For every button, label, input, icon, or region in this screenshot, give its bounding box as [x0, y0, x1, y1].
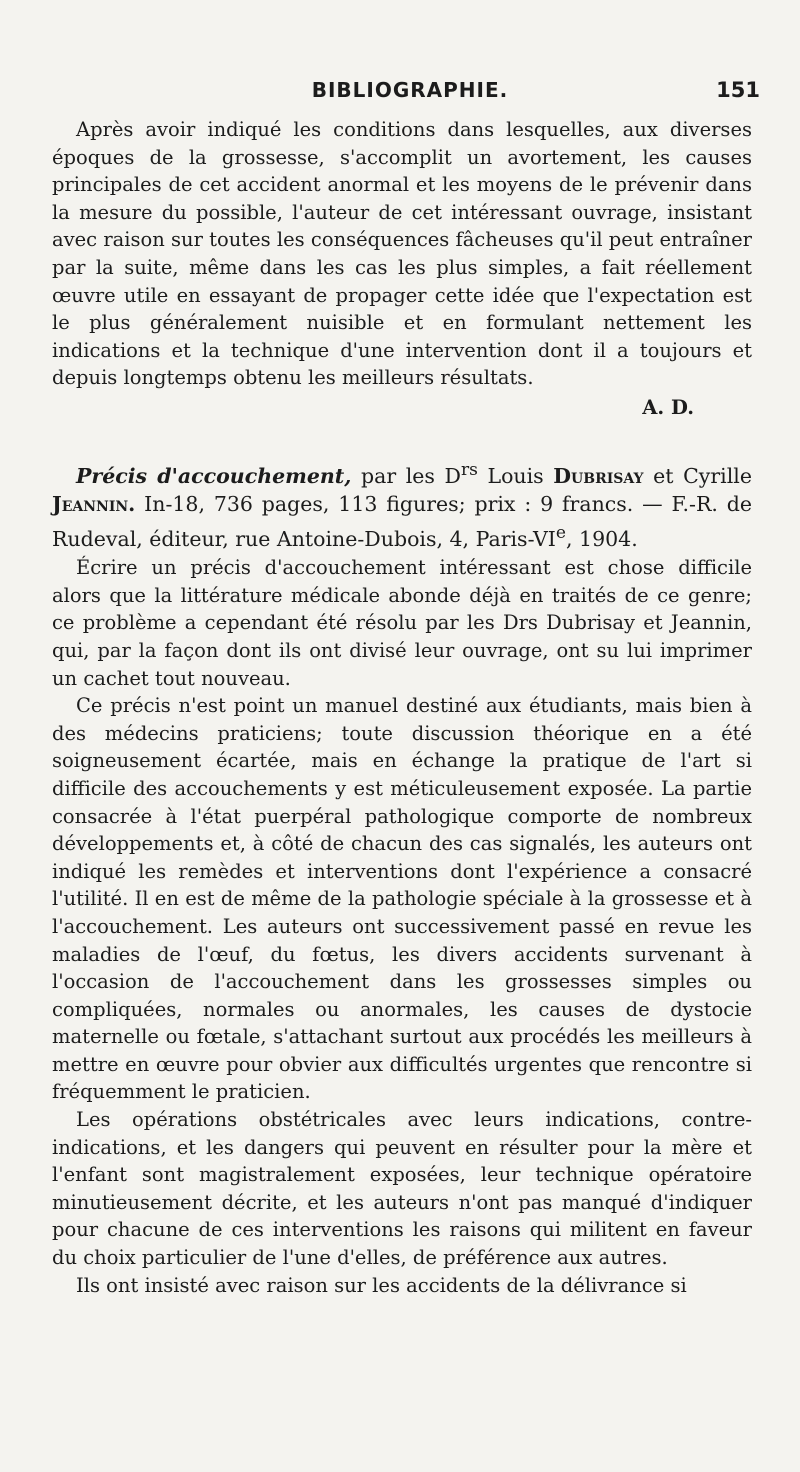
- page-body: [52, 116, 752, 1299]
- review-paragraph: Écrire un précis d'accouchement intéressant est chose difficile alors que la littérature médicale abonde déjà en traités de ce genre; ce problème a cependant été résolu par les Drs Dubrisay et Jeannin, qui, par la façon dont ils ont divisé leur ouvrage, ont su lui imprimer un cachet tout nouveau.: [52, 556, 752, 690]
- book-title: Précis d'accouchement,: [76, 463, 352, 488]
- running-title: BIBLIOGRAPHIE.: [311, 78, 509, 102]
- citation-details: In-18, 736 pages, 113 figures; prix : 9 francs. — F.-R. de Rudeval, éditeur, rue Antoine-Dubois, 4, Paris-VI: [52, 492, 752, 552]
- citation-details-end: , 1904.: [566, 527, 638, 552]
- citation-details-sup: e: [555, 523, 567, 544]
- author2-last: Jeannin.: [52, 492, 136, 517]
- citation-by: par les D: [351, 463, 461, 488]
- book-citation: [52, 456, 752, 555]
- review-signature: A. D.: [642, 395, 694, 419]
- review-paragraph: Les opérations obstétricales avec leurs indications, contre-indications, et les dangers qui peuvent en résulter pour la mère et l'enfant sont magistralement exposées, leur technique opératoire minutieusement décrite, et les auteurs n'ont pas manqué d'indiquer pour chacune de ces interventions les raisons qui militent en faveur du choix particulier de l'une d'elles, de préférence aux autres.: [52, 1108, 752, 1270]
- review-paragraph: Après avoir indiqué les conditions dans lesquelles, aux diverses époques de la grossesse, s'accomplit un avortement, les causes principales de cet accident anormal et les moyens de le prévenir dans la mesure du possible, l'auteur de cet intéressant ouvrage, insistant avec raison sur toutes les conséquences fâcheuses qu'il peut entraîner par la suite, même dans les cas les plus simples, a fait réellement œuvre utile en essayant de propager cette idée que l'expectation est le plus généralement nuisible et en formulant nettement les indications et la technique d'une intervention dont il a toujours et depuis longtemps obtenu les meilleurs résultats.: [52, 118, 752, 390]
- review-body: [52, 554, 752, 1299]
- page-header: [60, 78, 760, 110]
- citation-and: et Cyrille: [643, 463, 752, 488]
- author1-last: Dubrisay: [553, 463, 644, 488]
- section-gap: [52, 422, 752, 456]
- review-paragraph: Ce précis n'est point un manuel destiné aux étudiants, mais bien à des médecins praticiens; toute discussion théorique en a été soigneusement écartée, mais en échange la pratique de l'art si difficile des accouchements y est méticuleusement exposée. La partie consacrée à l'état puerpéral pathologique comporte de nombreux développements et, à côté de chacun des cas signalés, les auteurs ont indiqué les remèdes et interventions dont l'expérience a consacré l'utilité. Il en est de même de la pathologie spéciale à la grossesse et à l'accouchement. Les auteurs ont successivement passé en revue les maladies de l'œuf, du fœtus, les divers accidents survenant à l'occasion de l'accouchement dans les grossesses simples ou compliquées, normales ou anormales, les causes de dystocie maternelle ou fœtale, s'attachant surtout aux procédés les meilleurs à mettre en œuvre pour obvier aux difficultés urgentes que rencontre si fréquemment le praticien.: [52, 694, 752, 1104]
- review-paragraph: Ils ont insisté avec raison sur les accidents de la délivrance si: [76, 1273, 687, 1297]
- author1-first: Louis: [477, 463, 554, 488]
- citation-by-sup: rs: [460, 459, 478, 480]
- page-number: 151: [716, 78, 760, 102]
